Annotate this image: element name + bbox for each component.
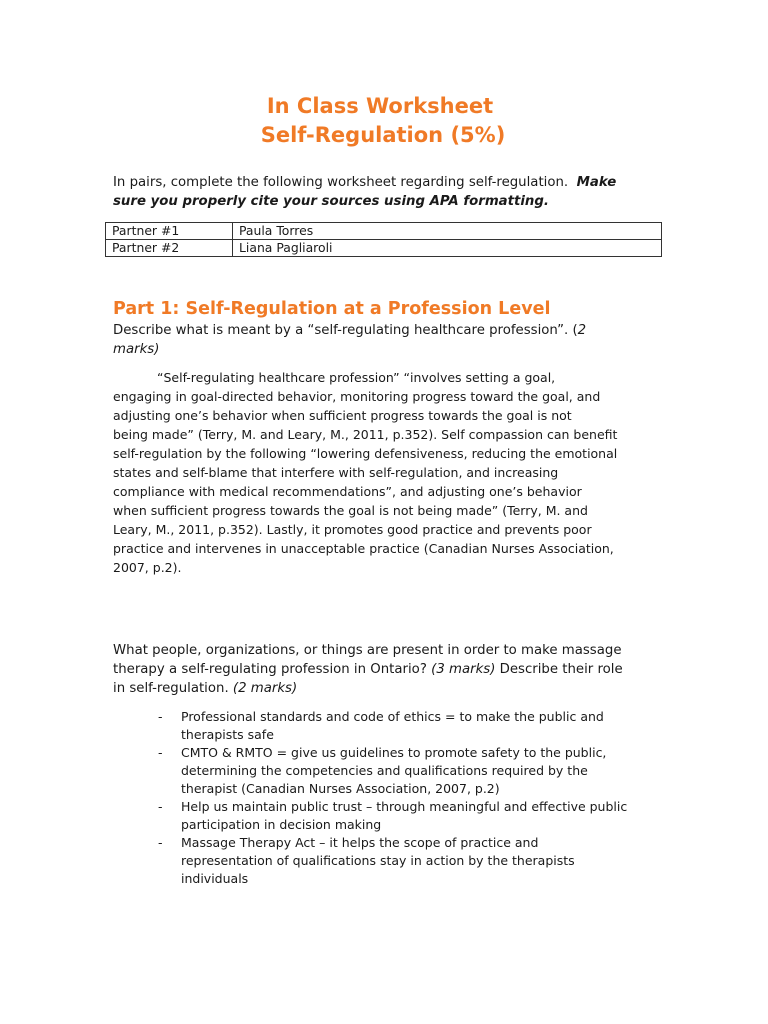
part1-heading: Part 1: Self-Regulation at a Profession Level	[113, 299, 551, 319]
answer-line: “Self-regulating healthcare profession” “involves setting a goal,	[157, 370, 556, 385]
question-1-marks-b: marks)	[113, 342, 160, 357]
table-row	[106, 240, 662, 257]
table-row	[106, 223, 662, 240]
question-1-marks-a: 2	[577, 323, 587, 338]
worksheet-title: In Class Worksheet	[266, 94, 494, 118]
question-2-marks-2: (2 marks)	[232, 681, 298, 696]
question-2-line1: What people, organizations, or things are present in order to make massage	[113, 643, 622, 658]
list-item: - CMTO & RMTO = give us guidelines to promote safety to the public, determining the competencies and qualifications required by the therapist (Canadian Nurses Association, 2007, p.2)	[158, 745, 607, 796]
partners-table	[105, 222, 662, 257]
dash-bullet: -	[158, 709, 163, 724]
answer-2-list	[156, 708, 676, 888]
question-2-line2: therapy a self-regulating profession in Ontario?	[113, 662, 427, 677]
answer-1	[113, 368, 658, 577]
answer-line: engaging in goal-directed behavior, monitoring progress toward the goal, and	[113, 389, 601, 404]
partner-label: Partner #2	[106, 240, 233, 257]
list-item: - Help us maintain public trust – through meaningful and effective public participation in decision making	[158, 799, 628, 832]
answer-line: self-regulation by the following “lowering defensiveness, reducing the emotional	[113, 446, 618, 461]
question-2-line2-b: Describe their role	[495, 662, 623, 677]
partner-name: Liana Pagliaroli	[233, 240, 662, 257]
dash-bullet: -	[158, 835, 163, 850]
intro-emphasis-2: sure you properly cite your sources using APA formatting.	[113, 194, 549, 209]
answer-line: 2007, p.2).	[113, 560, 182, 575]
answer-line: states and self-blame that interfere with self-regulation, and increasing	[113, 465, 559, 480]
intro-text: In pairs, complete the following worksheet regarding self-regulation.	[113, 175, 569, 190]
list-item: - Massage Therapy Act – it helps the scope of practice and representation of qualifications stay in action by the therapists individuals	[158, 835, 575, 886]
worksheet-subtitle: Self-Regulation (5%)	[260, 123, 506, 147]
question-2	[113, 641, 658, 698]
question-2-marks-1: (3 marks)	[431, 662, 496, 677]
answer-line: Leary, M., 2011, p.352). Lastly, it promotes good practice and prevents poor	[113, 522, 592, 537]
intro-emphasis-1: Make	[576, 175, 617, 190]
answer-line: practice and intervenes in unacceptable practice (Canadian Nurses Association,	[113, 541, 614, 556]
answer-line: when sufficient progress towards the goal is not being made” (Terry, M. and	[113, 503, 588, 518]
question-1	[113, 321, 633, 359]
partner-name: Paula Torres	[233, 223, 662, 240]
dash-bullet: -	[158, 745, 163, 760]
answer-line: being made” (Terry, M. and Leary, M., 2011, p.352). Self compassion can benefit	[113, 427, 618, 442]
partner-label: Partner #1	[106, 223, 233, 240]
list-item: - Professional standards and code of ethics = to make the public and therapists safe	[158, 709, 604, 742]
question-2-line3: in self-regulation.	[113, 681, 229, 696]
intro-paragraph	[113, 173, 673, 211]
question-1-text: Describe what is meant by a “self-regulating healthcare profession”. (	[113, 323, 578, 338]
answer-line: adjusting one’s behavior when sufficient progress towards the goal is not	[113, 408, 572, 423]
dash-bullet: -	[158, 799, 163, 814]
answer-line: compliance with medical recommendations”, and adjusting one’s behavior	[113, 484, 582, 499]
